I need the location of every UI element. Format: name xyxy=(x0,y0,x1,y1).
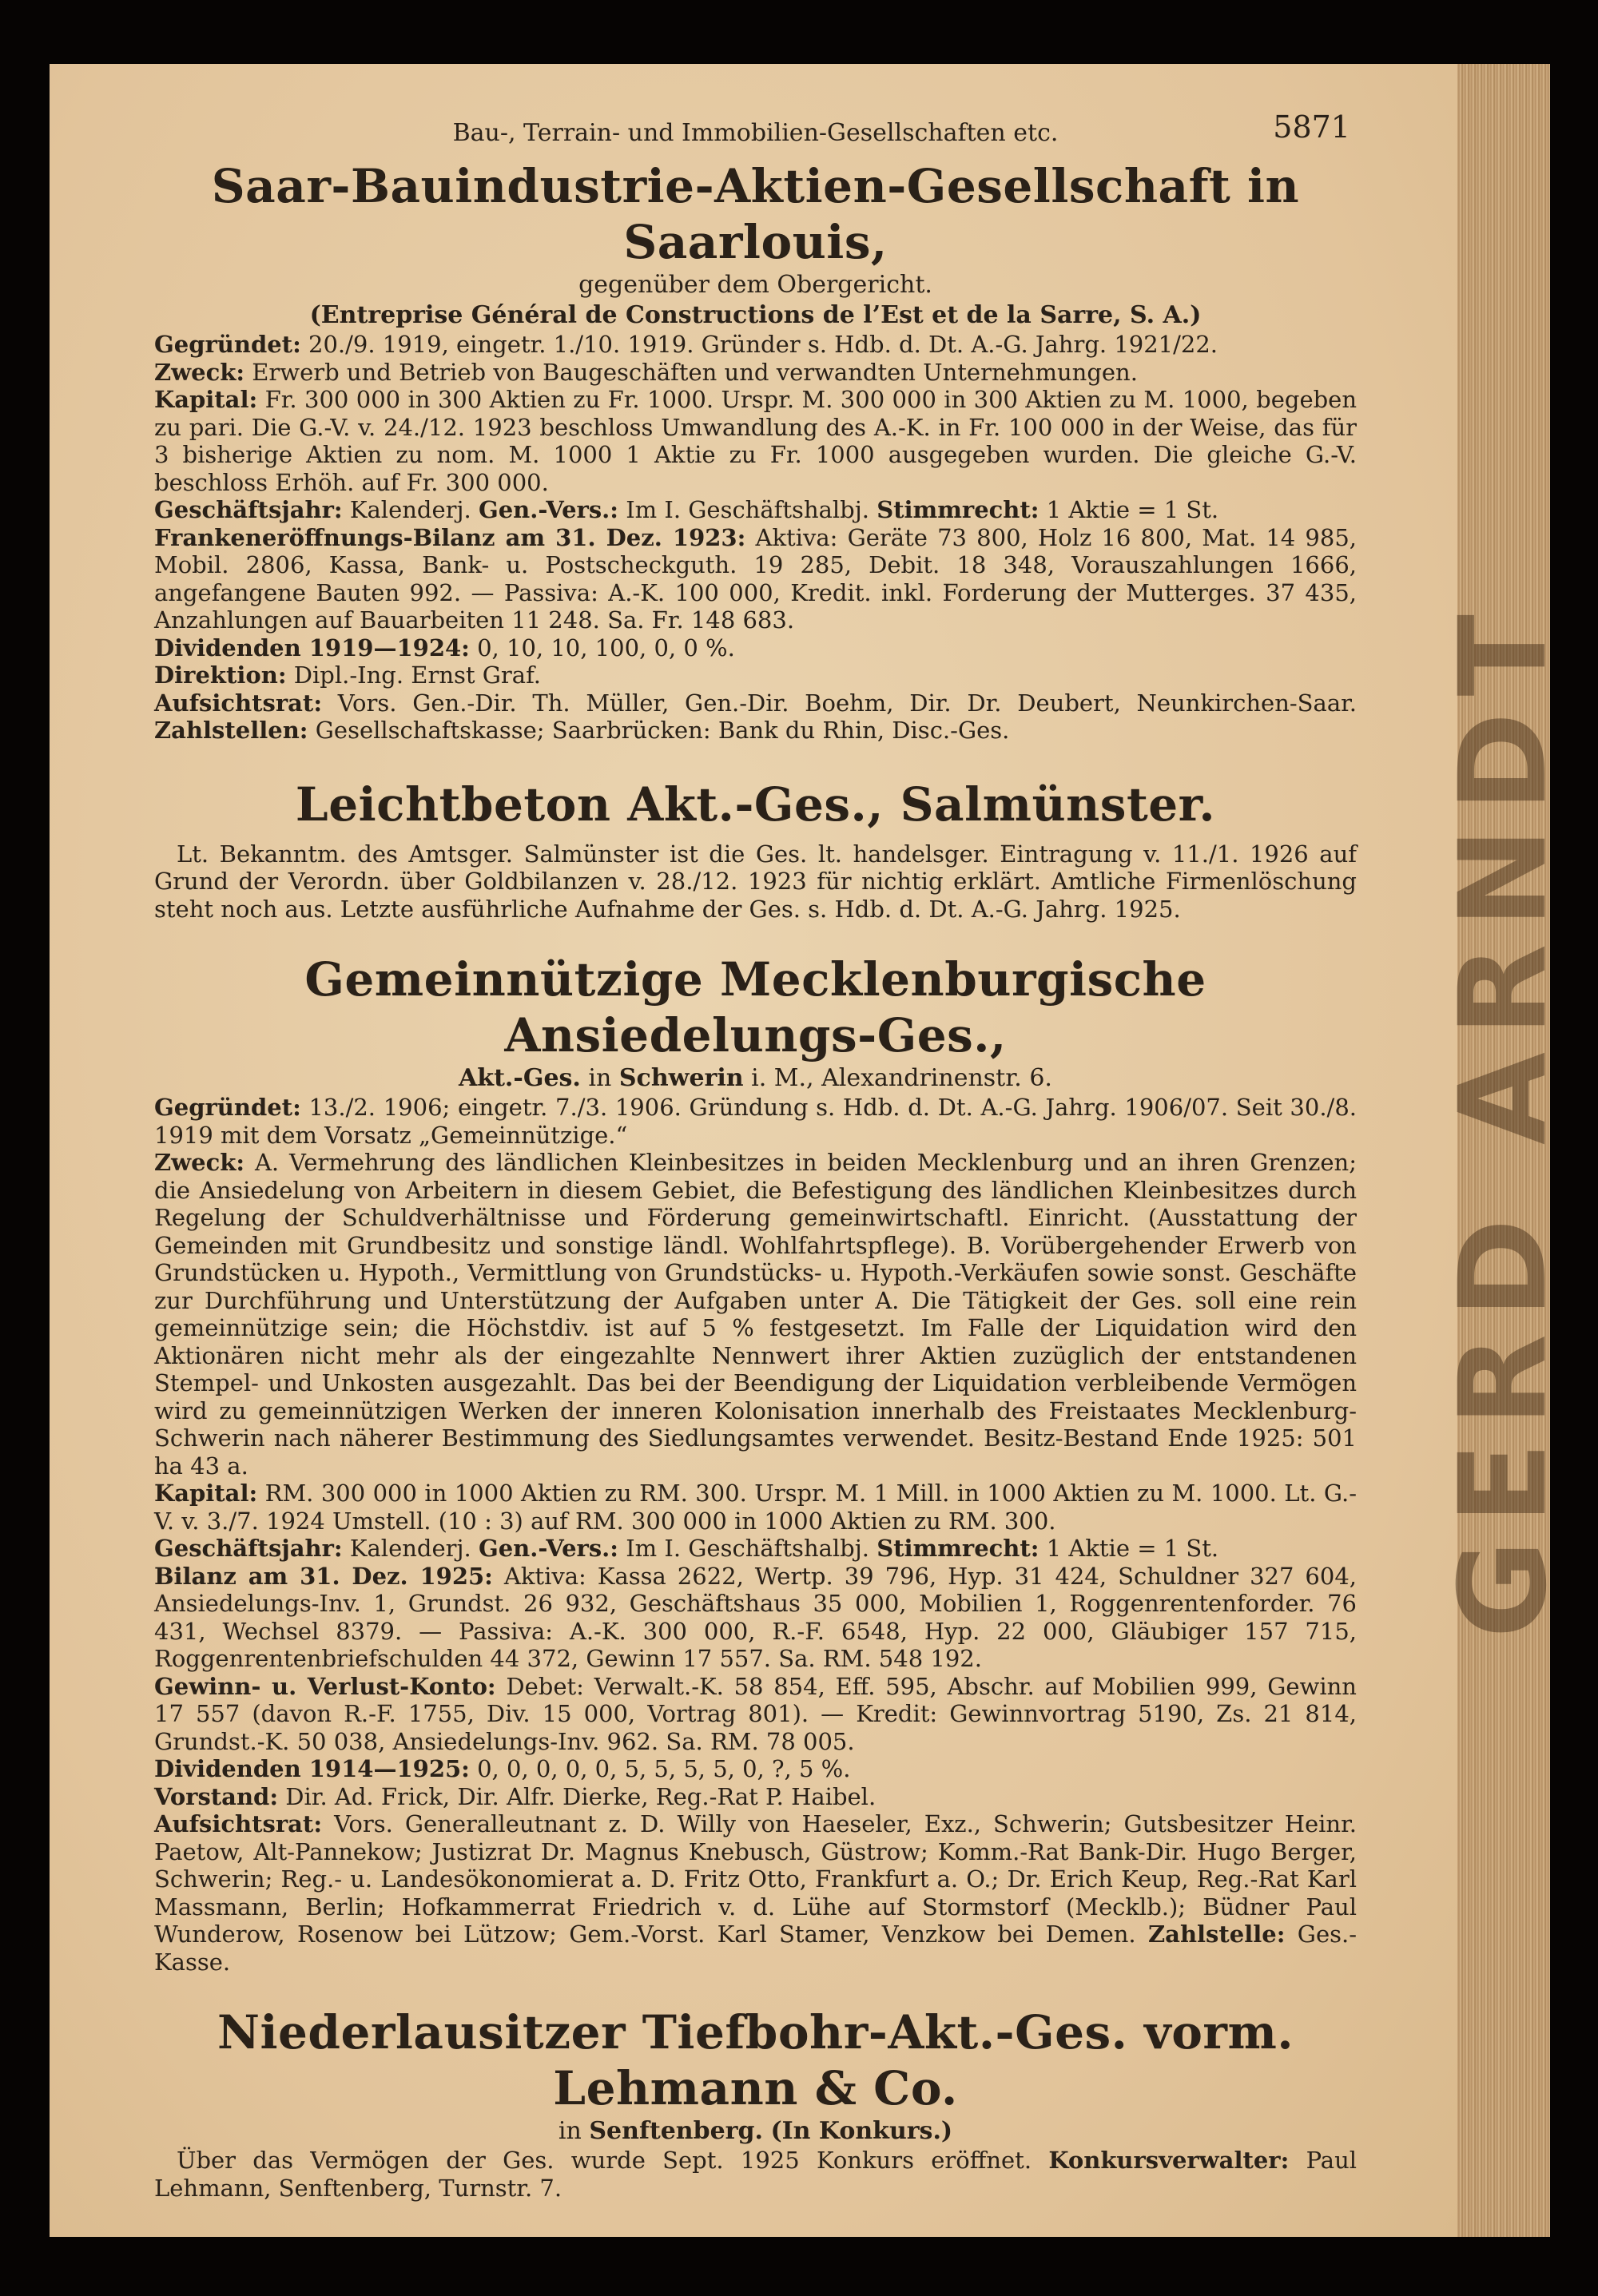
value: 0, 10, 10, 100, 0, 0 %. xyxy=(477,634,735,661)
field-dividenden xyxy=(154,1755,1357,1783)
label: Konkursverwalter: xyxy=(1048,2147,1290,2174)
page-content xyxy=(154,109,1358,2202)
label: Frankeneröffnungs-Bilanz am 31. Dez. 1923: xyxy=(154,523,746,551)
value: Paul Lehmann, Senftenberg, Turnstr. 7. xyxy=(154,2147,1358,2202)
akt-ges: Akt.-Ges. xyxy=(459,1064,581,1092)
label: Aufsichtsrat: xyxy=(154,689,323,717)
value: Dir. Ad. Frick, Dir. Alfr. Dierke, Reg.-Rat P. Haibel. xyxy=(285,1782,877,1810)
label: Gewinn- u. Verlust-Konto: xyxy=(154,1672,496,1700)
label: Zweck: xyxy=(154,358,245,386)
field-vorstand xyxy=(154,1783,1357,1811)
entry-mecklenburgische-ansiedelung xyxy=(154,951,1357,1976)
label: Stimmrecht: xyxy=(877,496,1039,523)
value: 13./2. 1906; eingetr. 7./3. 1906. Gründung s. Hdb. d. Dt. A.-G. Jahrg. 1906/07. Seit 30./8. 1919 mit dem Vorsatz „Gemeinnützige.“ xyxy=(154,1094,1357,1149)
label: Gen.-Vers.: xyxy=(478,496,618,523)
entry-text: Lt. Bekanntm. des Amtsger. Salmünster ist die Ges. lt. handelsger. Eintragung v. 11./1. 1926 auf Grund der Verordn. über Goldbilanzen v. 28./12. 1923 für nichtig erklärt. Amtliche Firmenlöschung steht noch aus. Letzte ausführliche Aufnahme der Ges. s. Hdb. d. Dt. A.-G. Jahrg. 1925. xyxy=(154,840,1357,923)
entry-subtitle: gegenüber dem Obergericht. xyxy=(578,271,932,299)
value: Ges.-Kasse. xyxy=(154,1921,1358,1976)
in: in xyxy=(558,2117,582,2145)
field-direktion xyxy=(154,661,1357,689)
label: Zahlstelle: xyxy=(1148,1921,1286,1948)
entry-title: Niederlausitzer Tiefbohr-Akt.-Ges. vorm. Lehmann & Co. xyxy=(217,2005,1294,2115)
value: Vors. Generalleutnant z. D. Willy von Haeseler, Exz., Schwerin; Gutsbesitzer Heinr. Paetow, Alt-Pannekow; Justizrat Dr. Magnus Knebusch, Güstrow; Komm.-Rat Bank-Dir. Hugo Berger, Schwerin; Reg.- u. Landesökonomierat a. D. Fritz Otto, Frankfurt a. O.; Dr. Erich Keup, Reg.-Rat Karl Massmann, Berlin; Hofkammerrat Friedrich v. d. Lühe auf Stormstorf (Mecklb.); Büdner Paul Wunderow, Rosenow bei Lützow; Gem.-Vorst. Karl Stamer, Venzkow bei Demen. xyxy=(154,1810,1357,1948)
entry-niederlausitzer-tiefbohr xyxy=(154,2004,1357,2202)
field-aufsichtsrat xyxy=(154,689,1357,745)
label: Aufsichtsrat: xyxy=(154,1810,323,1837)
value: 20./9. 1919, eingetr. 1./10. 1919. Gründer s. Hdb. d. Dt. A.-G. Jahrg. 1921/22. xyxy=(308,331,1218,358)
field-gewinn-verlust xyxy=(154,1673,1357,1756)
label: Kapital: xyxy=(154,386,258,413)
entry-title: Leichtbeton Akt.-Ges., Salmünster. xyxy=(295,777,1216,832)
page-edge xyxy=(1434,64,1573,2237)
entry-text xyxy=(154,2147,1357,2202)
label: Geschäftsjahr: xyxy=(154,496,343,523)
value: Kalenderj. xyxy=(349,1535,471,1562)
running-title: Bau-, Terrain- und Immobilien-Gesellschaften etc. xyxy=(452,119,1059,147)
field-aufsichtsrat xyxy=(154,1810,1357,1976)
value: Fr. 300 000 in 300 Aktien zu Fr. 1000. Urspr. M. 300 000 in 300 Aktien zu M. 1000, begeben zu pari. Die G.-V. v. 24./12. 1923 beschloss Umwandlung des A.-K. in Fr. 100 000 in der Weise, das für 3 bisherige Aktien zu nom. M. 1000 1 Aktie zu Fr. 1000 ausgegeben wurden. Die gleiche G.-V. beschloss Erhöh. auf Fr. 300 000. xyxy=(154,386,1358,496)
field-bilanz xyxy=(154,524,1357,634)
label: Dividenden 1919—1924: xyxy=(154,634,470,661)
field-dividenden xyxy=(154,634,1357,662)
value: Über das Vermögen der Ges. wurde Sept. 1925 Konkurs eröffnet. xyxy=(177,2147,1032,2174)
label: Zahlstellen: xyxy=(154,717,308,744)
field-gegruendet xyxy=(154,1094,1357,1149)
entry-leichtbeton xyxy=(154,777,1357,924)
edge-stamp-text: GERD ARNDT xyxy=(1434,598,1573,1639)
value: 1 Aktie = 1 St. xyxy=(1046,1535,1219,1562)
book-page xyxy=(50,64,1457,2237)
field-kapital xyxy=(154,1480,1357,1535)
value: Aktiva: Geräte 73 800, Holz 16 800, Mat. 14 985, Mobil. 2806, Kassa, Bank- u. Postscheckguth. 19 285, Debit. 18 348, Vorauszahlungen 1666, angefangene Bauten 992. — Passiva: A.-K. 100 000, Kredit. inkl. Forderung der Mutterges. 37 435, Anzahlungen auf Bauarbeiten 11 248. Sa. Fr. 148 683. xyxy=(154,523,1357,634)
field-bilanz xyxy=(154,1563,1357,1673)
value: Gesellschaftskasse; Saarbrücken: Bank du Rhin, Disc.-Ges. xyxy=(315,717,1010,744)
label: Direktion: xyxy=(154,661,287,689)
label: Zweck: xyxy=(154,1149,245,1176)
running-head xyxy=(154,109,1357,158)
value: 1 Aktie = 1 St. xyxy=(1046,496,1219,523)
value: Vors. Gen.-Dir. Th. Müller, Gen.-Dir. Boehm, Dir. Dr. Deubert, Neunkirchen-Saar. xyxy=(337,689,1358,717)
value: 0, 0, 0, 0, 0, 5, 5, 5, 5, 0, ?, 5 %. xyxy=(477,1755,851,1782)
field-geschaeftsjahr xyxy=(154,496,1357,524)
address: i. M., Alexandrinenstr. 6. xyxy=(751,1064,1052,1092)
entry-subtitle xyxy=(154,2116,1357,2147)
value: Aktiva: Kassa 2622, Wertp. 39 796, Hyp. 31 424, Schuldner 327 604, Ansiedelungs-Inv. 1, Grundst. 26 932, Geschäftshaus 35 000, Mobilien 1, Roggenrentenforder. 76 431, Wechsel 8379. — Passiva: A.-K. 300 000, R.-F. 6548, Hyp. 22 000, Gläubiger 157 715, Roggenrentenbriefschulden 44 372, Gewinn 17 557. Sa. RM. 548 192. xyxy=(154,1562,1358,1672)
field-geschaeftsjahr xyxy=(154,1535,1357,1563)
field-zweck xyxy=(154,1149,1357,1480)
konkurs: (In Konkurs.) xyxy=(770,2117,953,2145)
entry-french-name: (Entreprise Général de Constructions de l’Est et de la Sarre, S. A.) xyxy=(309,301,1202,329)
value: Kalenderj. xyxy=(349,496,471,523)
label: Stimmrecht: xyxy=(877,1535,1039,1562)
city: Schwerin xyxy=(618,1064,744,1092)
label: Dividenden 1914—1925: xyxy=(154,1755,470,1782)
label: Kapital: xyxy=(154,1480,258,1507)
city: Senftenberg. xyxy=(589,2117,763,2145)
value: Dipl.-Ing. Ernst Graf. xyxy=(293,661,541,689)
label: Geschäftsjahr: xyxy=(154,1535,343,1562)
entry-saar-bauindustrie xyxy=(154,158,1357,745)
value: A. Vermehrung des ländlichen Kleinbesitzes in beiden Mecklenburg und an ihren Grenzen; die Ansiedelung von Arbeitern in diesem Gebiet, die Befestigung des ländlichen Kleinbesitzes durch Regelung der Schuldverhältnisse und Förderung gemeinwirtschaftl. Einricht. (Ausstattung der Gemeinden mit Grundbesitz und sonstige ländl. Wohlfahrtspflege). B. Vorübergehender Erwerb von Grundstücken u. Hypoth., Vermittlung von Grundstücks- u. Hypoth.-Verkäufen sowie sonst. Geschäfte zur Durchführung und Unterstützung der Aufgaben unter A. Die Tätigkeit der Ges. soll eine rein gemeinnützige sein; die Höchstdiv. ist auf 5 % festgesetzt. Im Falle der Liquidation wird den Aktionären nicht mehr als der eingezahlte Nennwert ihrer Aktien zuzüglich der entstandenen Stempel- und Unkosten ausgezahlt. Das bei der Beendigung der Liquidation verbleibende Vermögen wird zu gemeinnützigen Werken der inneren Kolonisation innerhalb des Freistaates Mecklenburg-Schwerin nach näherer Bestimmung des Siedlungsamtes verwendet. Besitz-Bestand Ende 1925: 501 ha 43 a. xyxy=(154,1149,1358,1480)
field-zweck xyxy=(154,359,1357,387)
label: Gegründet: xyxy=(154,331,301,358)
value: Erwerb und Betrieb von Baugeschäften und verwandten Unternehmungen. xyxy=(252,358,1138,386)
label: Vorstand: xyxy=(154,1782,279,1810)
in: in xyxy=(588,1064,612,1092)
label: Bilanz am 31. Dez. 1925: xyxy=(154,1562,493,1590)
value: Im I. Geschäftshalbj. xyxy=(626,496,869,523)
field-gegruendet xyxy=(154,331,1357,359)
value: Im I. Geschäftshalbj. xyxy=(626,1535,869,1562)
page-number: 5871 xyxy=(1273,109,1350,145)
entry-subtitle xyxy=(154,1063,1357,1094)
value: Debet: Verwalt.-K. 58 854, Eff. 595, Abschr. auf Mobilien 999, Gewinn 17 557 (davon R.-F. 1755, Div. 15 000, Vortrag 801). — Kredit: Gewinnvortrag 5190, Zs. 21 814, Grundst.-K. 50 038, Ansiedelungs-Inv. 962. Sa. RM. 78 005. xyxy=(154,1672,1357,1755)
entry-title: Gemeinnützige Mecklenburgische Ansiedelungs-Ges., xyxy=(304,952,1206,1063)
field-kapital xyxy=(154,386,1357,496)
entry-title: Saar-Bauindustrie-Aktien-Gesellschaft in Saarlouis, xyxy=(211,159,1300,269)
value: RM. 300 000 in 1000 Aktien zu RM. 300. Urspr. M. 1 Mill. in 1000 Aktien zu M. 1000. Lt. G.-V. v. 3./7. 1924 Umstell. (10 : 3) auf RM. 300 000 in 1000 Aktien zu RM. 300. xyxy=(154,1480,1357,1535)
label: Gegründet: xyxy=(154,1094,301,1121)
label: Gen.-Vers.: xyxy=(478,1535,618,1562)
